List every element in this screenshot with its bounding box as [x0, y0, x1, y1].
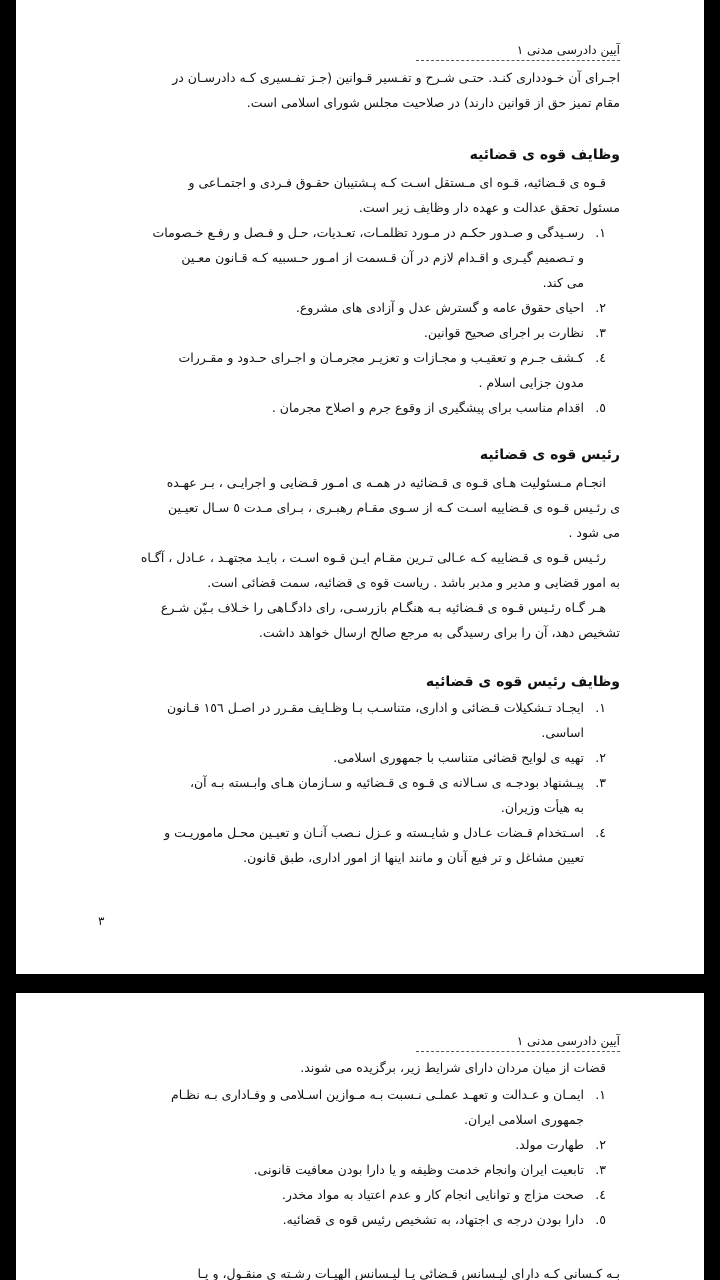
- text-line: مقام تمیز حق از قوانین دارند) در صلاحیت مجلس شورای اسلامی است.: [246, 95, 620, 110]
- list-item: [80, 770, 606, 820]
- running-header: آیین دادرسی مدنی ۱: [516, 1034, 620, 1048]
- text-line: دارا بودن درجه ی اجتهاد، به تشخیص رئیس قوه ی قضائیه.: [282, 1212, 584, 1227]
- list-item: [80, 320, 606, 345]
- list-number: ٤.: [595, 350, 606, 365]
- document-page-2: [16, 993, 704, 1280]
- text-line: کـشف جـرم و تعقیـب و مجـازات و تعزیـر مجرمـان و اجـرای حـدود و مقـررات: [178, 350, 584, 365]
- section-heading: وظایف قوه ی قضائیه: [469, 147, 620, 163]
- header-rule: [416, 60, 620, 61]
- text-line: به امور قضایی و مدیر و مدبر باشد . ریاست قوه ی قضائیه، سمت قضائی است.: [207, 575, 620, 590]
- list-item: [80, 345, 606, 395]
- text-line: تشخیص دهد، آن را برای رسیدگی به مرجع صالح ارسال خواهد داشت.: [258, 625, 620, 640]
- running-header: آیین دادرسی مدنی ۱: [516, 43, 620, 57]
- intro-paragraph: [80, 65, 620, 115]
- text-line: می کند.: [542, 275, 584, 290]
- text-line: بـه کـسانی کـه دارای لیـسانس قـضائی یـا لیـسانس الهیـات رشـته ی منقـول، و یـا: [197, 1266, 620, 1280]
- numbered-list: [80, 695, 606, 870]
- list-number: ٣.: [595, 1162, 606, 1177]
- text-line: انجـام مـسئولیت هـای قـوه ی قـضائیه در همـه ی امـور قـضایی و اجرایـی ، بـر عهـده: [166, 475, 606, 490]
- list-item: [80, 1157, 606, 1182]
- text-line: و تـصمیم گیـری و اقـدام لازم در آن قـسمت از امـور حـسبیه کـه قـانون معـین: [181, 250, 584, 265]
- text-line: رئـیس قـوه ی قـضاییه کـه عـالی تـرین مقـام ایـن قـوه اسـت ، بایـد مجتهـد ، عـادل ، آگـاه: [140, 550, 606, 565]
- list-item: [80, 1132, 606, 1157]
- list-number: ١.: [595, 700, 606, 715]
- section-paragraph: [80, 470, 620, 645]
- list-number: ١.: [595, 1087, 606, 1102]
- list-number: ٤.: [595, 825, 606, 840]
- list-item: [80, 820, 606, 870]
- list-item: [80, 1182, 606, 1207]
- document-page-1: [16, 0, 704, 974]
- list-item: [80, 1082, 606, 1132]
- text-line: ایجـاد تـشکیلات قـضائی و اداری، متناسـب بـا وظـایف مقـرر در اصـل ١٥٦ قـانون: [167, 700, 584, 715]
- text-line: هـر گـاه رئـیس قـوه ی قـضائیه بـه هنگـام بازرسـی، رای دادگـاهی را خـلاف بـیّن شـرع: [160, 600, 606, 615]
- list-number: ٢.: [595, 750, 606, 765]
- text-line: احیای حقوق عامه و گسترش عدل و آزادی های مشروع.: [295, 300, 584, 315]
- text-line: صحت مزاج و توانایی انجام کار و عدم اعتیاد به مواد مخدر.: [281, 1187, 584, 1202]
- list-item: [80, 395, 606, 420]
- text-line: رسـیدگی و صـدور حکـم در مـورد تظلمـات، تعـدیات، حـل و فـصل و رفـع خـصومات: [152, 225, 584, 240]
- text-line: نظارت بر اجرای صحیح قوانین.: [423, 325, 584, 340]
- list-item: [80, 695, 606, 745]
- text-line: تهیه ی لوایح قضائی متناسب با جمهوری اسلامی.: [333, 750, 584, 765]
- intro-paragraph: [80, 1055, 620, 1080]
- text-line: اقدام مناسب برای پیشگیری از وقوع جرم و اصلاح مجرمان .: [271, 400, 584, 415]
- text-line: به هیأت وزیران.: [500, 800, 584, 815]
- text-line: قضات از میان مردان دارای شرایط زیر، برگزیده می شوند.: [300, 1060, 606, 1075]
- text-line: قـوه ی قـضائیه، قـوه ای مـستقل اسـت کـه پـشتیبان حقـوق فـردی و اجتمـاعی و: [188, 175, 606, 190]
- list-item: [80, 220, 606, 295]
- list-number: ٢.: [595, 300, 606, 315]
- section-paragraph: [80, 170, 620, 220]
- numbered-list: [80, 220, 606, 420]
- text-line: می شود .: [568, 525, 620, 540]
- list-item: [80, 1207, 606, 1232]
- numbered-list: [80, 1082, 606, 1232]
- text-line: جمهوری اسلامی ایران.: [464, 1112, 584, 1127]
- text-line: پیـشنهاد بودجـه ی سـالانه ی قـوه ی قـضائیه و سـازمان هـای وابـسته بـه آن،: [189, 775, 584, 790]
- text-line: مدون جزایی اسلام .: [478, 375, 584, 390]
- text-line: اساسی.: [541, 725, 584, 740]
- text-line: اسـتخدام قـضات عـادل و شایـسته و عـزل نـصب آنـان و تعیـین محـل ماموریـت و: [164, 825, 584, 840]
- list-number: ٤.: [595, 1187, 606, 1202]
- list-number: ٥.: [595, 400, 606, 415]
- text-line: ی رئـیس قـوه ی قـضاییه اسـت کـه از سـوی مقـام رهبـری ، بـرای مـدت ٥ سـال تعیـین: [168, 500, 620, 515]
- text-line: مسئول تحقق عدالت و عهده دار وظایف زیر است.: [358, 200, 620, 215]
- list-number: ٥.: [595, 1212, 606, 1227]
- list-number: ٣.: [595, 325, 606, 340]
- text-line: اجـرای آن خـودداری کنـد. حتـی شـرح و تفـسیر قـوانین (جـز تفـسیری کـه دادرسـان در: [172, 70, 620, 85]
- section-heading: وظایف رئیس قوه ی قضائیه: [425, 674, 620, 690]
- header-rule: [416, 1051, 620, 1052]
- list-number: ٢.: [595, 1137, 606, 1152]
- list-number: ١.: [595, 225, 606, 240]
- list-item: [80, 745, 606, 770]
- list-item: [80, 295, 606, 320]
- section-heading: رئیس قوه ی قضائیه: [479, 447, 620, 463]
- page-number: ٣: [98, 914, 105, 928]
- text-line: تعیین مشاغل و تر فیع آنان و مانند اینها از امور اداری، طبق قانون.: [243, 850, 584, 865]
- paragraph: [80, 1261, 620, 1280]
- list-number: ٣.: [595, 775, 606, 790]
- text-line: طهارت مولد.: [515, 1137, 584, 1152]
- text-line: تابعیت ایران وانجام خدمت وظیفه و یا دارا بودن معافیت قانونی.: [253, 1162, 584, 1177]
- text-line: ایمـان و عـدالت و تعهـد عملـی نـسبت بـه مـوازین اسـلامی و وفـاداری بـه نظـام: [170, 1087, 584, 1102]
